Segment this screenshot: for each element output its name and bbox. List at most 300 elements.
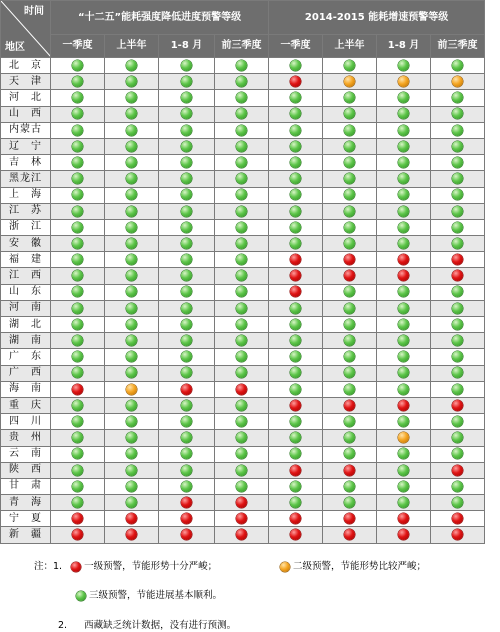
status-cell	[377, 155, 431, 171]
green-status-dot-icon	[452, 238, 463, 249]
green-status-dot-icon	[236, 416, 247, 427]
status-cell	[269, 203, 323, 219]
green-status-dot-icon	[181, 335, 192, 346]
green-status-dot-icon	[181, 481, 192, 492]
orange-status-dot-icon	[398, 432, 409, 443]
status-cell	[159, 333, 215, 349]
green-status-dot-icon	[236, 367, 247, 378]
status-cell	[323, 268, 377, 284]
status-cell	[377, 527, 431, 543]
period-header-7: 1-8 月	[377, 35, 431, 58]
green-status-dot-icon	[398, 303, 409, 314]
status-cell	[105, 511, 159, 527]
region-name: 青 海	[1, 495, 51, 511]
table-row	[1, 333, 485, 349]
status-cell	[377, 90, 431, 106]
green-status-dot-icon	[72, 367, 83, 378]
green-status-dot-icon	[452, 448, 463, 459]
status-cell	[269, 187, 323, 203]
status-cell	[377, 300, 431, 316]
green-status-dot-icon	[181, 448, 192, 459]
status-cell	[431, 478, 485, 494]
period-header-4: 前三季度	[215, 35, 269, 58]
status-cell	[215, 284, 269, 300]
status-cell	[377, 219, 431, 235]
status-cell	[159, 430, 215, 446]
status-cell	[323, 219, 377, 235]
status-cell	[269, 381, 323, 397]
status-cell	[269, 268, 323, 284]
status-cell	[377, 122, 431, 138]
green-status-dot-icon	[398, 335, 409, 346]
green-status-dot-icon	[398, 465, 409, 476]
note-green-line	[76, 587, 222, 601]
status-cell	[105, 236, 159, 252]
green-status-dot-icon	[290, 141, 301, 152]
status-cell	[323, 478, 377, 494]
status-cell	[105, 446, 159, 462]
status-cell	[323, 511, 377, 527]
green-status-dot-icon	[344, 108, 355, 119]
region-name: 湖 北	[1, 317, 51, 333]
green-status-dot-icon	[290, 367, 301, 378]
green-status-dot-icon	[181, 125, 192, 136]
table-row	[1, 236, 485, 252]
status-cell	[159, 106, 215, 122]
green-status-dot-icon	[344, 384, 355, 395]
green-status-dot-icon	[126, 335, 137, 346]
region-name: 河 南	[1, 300, 51, 316]
red-status-dot-icon	[71, 562, 81, 572]
green-status-dot-icon	[398, 497, 409, 508]
green-status-dot-icon	[344, 351, 355, 362]
table-row	[1, 219, 485, 235]
status-cell	[431, 462, 485, 478]
green-status-dot-icon	[126, 206, 137, 217]
green-status-dot-icon	[72, 206, 83, 217]
green-status-dot-icon	[181, 173, 192, 184]
status-cell	[51, 317, 105, 333]
green-status-dot-icon	[236, 238, 247, 249]
status-cell	[377, 446, 431, 462]
status-cell	[51, 122, 105, 138]
green-status-dot-icon	[236, 481, 247, 492]
green-status-dot-icon	[126, 141, 137, 152]
status-cell	[323, 138, 377, 154]
red-status-dot-icon	[290, 76, 301, 87]
green-status-dot-icon	[126, 108, 137, 119]
status-cell	[51, 58, 105, 74]
red-status-dot-icon	[236, 497, 247, 508]
green-status-dot-icon	[236, 400, 247, 411]
region-name: 黑龙江	[1, 171, 51, 187]
red-status-dot-icon	[398, 254, 409, 265]
status-cell	[269, 365, 323, 381]
status-cell	[105, 138, 159, 154]
green-status-dot-icon	[72, 286, 83, 297]
region-name: 甘 肃	[1, 478, 51, 494]
status-cell	[431, 527, 485, 543]
green-status-dot-icon	[126, 125, 137, 136]
green-status-dot-icon	[398, 108, 409, 119]
red-status-dot-icon	[344, 513, 355, 524]
status-cell	[215, 138, 269, 154]
red-status-dot-icon	[344, 254, 355, 265]
table-row	[1, 138, 485, 154]
green-status-dot-icon	[236, 125, 247, 136]
green-status-dot-icon	[290, 432, 301, 443]
green-status-dot-icon	[452, 319, 463, 330]
green-status-dot-icon	[76, 591, 86, 601]
status-cell	[269, 414, 323, 430]
red-status-dot-icon	[344, 465, 355, 476]
green-status-dot-icon	[236, 92, 247, 103]
green-status-dot-icon	[72, 432, 83, 443]
red-status-dot-icon	[236, 529, 247, 540]
green-status-dot-icon	[452, 416, 463, 427]
red-status-dot-icon	[72, 384, 83, 395]
status-cell	[431, 252, 485, 268]
note-2-number: 2.	[58, 620, 68, 631]
green-status-dot-icon	[344, 367, 355, 378]
red-status-dot-icon	[126, 529, 137, 540]
status-cell	[323, 414, 377, 430]
red-status-dot-icon	[452, 400, 463, 411]
status-cell	[51, 138, 105, 154]
green-status-dot-icon	[181, 286, 192, 297]
status-cell	[105, 171, 159, 187]
status-cell	[215, 219, 269, 235]
region-name: 江 西	[1, 268, 51, 284]
status-cell	[377, 203, 431, 219]
green-status-dot-icon	[181, 367, 192, 378]
green-status-dot-icon	[452, 367, 463, 378]
status-cell	[215, 300, 269, 316]
green-status-dot-icon	[181, 400, 192, 411]
region-name: 浙 江	[1, 219, 51, 235]
status-cell	[431, 446, 485, 462]
status-cell	[431, 300, 485, 316]
green-status-dot-icon	[452, 481, 463, 492]
table-row	[1, 365, 485, 381]
table-body	[1, 58, 485, 544]
status-cell	[159, 236, 215, 252]
status-cell	[431, 90, 485, 106]
status-cell	[377, 381, 431, 397]
green-status-dot-icon	[72, 157, 83, 168]
status-cell	[105, 284, 159, 300]
status-cell	[159, 365, 215, 381]
status-cell	[51, 527, 105, 543]
status-cell	[269, 252, 323, 268]
green-status-dot-icon	[181, 319, 192, 330]
green-status-dot-icon	[344, 206, 355, 217]
status-cell	[51, 365, 105, 381]
status-cell	[51, 349, 105, 365]
status-cell	[51, 462, 105, 478]
status-cell	[269, 478, 323, 494]
status-cell	[431, 430, 485, 446]
status-cell	[269, 333, 323, 349]
red-status-dot-icon	[72, 513, 83, 524]
status-cell	[431, 203, 485, 219]
green-status-dot-icon	[72, 481, 83, 492]
status-cell	[51, 397, 105, 413]
status-cell	[323, 74, 377, 90]
green-status-dot-icon	[72, 319, 83, 330]
green-status-dot-icon	[181, 222, 192, 233]
status-cell	[105, 430, 159, 446]
status-cell	[105, 365, 159, 381]
corner-header	[1, 1, 51, 58]
green-status-dot-icon	[290, 222, 301, 233]
period-header-1: 一季度	[51, 35, 105, 58]
green-status-dot-icon	[290, 303, 301, 314]
table-row	[1, 252, 485, 268]
status-cell	[377, 171, 431, 187]
status-cell	[377, 138, 431, 154]
region-name: 山 东	[1, 284, 51, 300]
green-status-dot-icon	[344, 286, 355, 297]
period-header-3: 1-8 月	[159, 35, 215, 58]
green-status-dot-icon	[452, 303, 463, 314]
green-status-dot-icon	[126, 351, 137, 362]
green-status-dot-icon	[398, 222, 409, 233]
green-status-dot-icon	[126, 448, 137, 459]
green-status-dot-icon	[290, 206, 301, 217]
red-status-dot-icon	[72, 529, 83, 540]
green-status-dot-icon	[452, 497, 463, 508]
green-status-dot-icon	[72, 270, 83, 281]
green-status-dot-icon	[181, 76, 192, 87]
period-header-8: 前三季度	[431, 35, 485, 58]
status-cell	[51, 495, 105, 511]
status-cell	[159, 495, 215, 511]
status-cell	[51, 300, 105, 316]
green-status-dot-icon	[398, 286, 409, 297]
red-status-dot-icon	[398, 513, 409, 524]
region-name: 云 南	[1, 446, 51, 462]
status-cell	[215, 155, 269, 171]
status-cell	[159, 381, 215, 397]
red-status-dot-icon	[344, 270, 355, 281]
green-status-dot-icon	[290, 384, 301, 395]
green-status-dot-icon	[72, 60, 83, 71]
green-status-dot-icon	[290, 497, 301, 508]
red-status-dot-icon	[452, 529, 463, 540]
green-status-dot-icon	[236, 448, 247, 459]
green-status-dot-icon	[344, 173, 355, 184]
status-cell	[105, 122, 159, 138]
region-name: 天 津	[1, 74, 51, 90]
status-cell	[215, 511, 269, 527]
status-cell	[215, 462, 269, 478]
red-status-dot-icon	[290, 513, 301, 524]
status-cell	[51, 106, 105, 122]
green-status-dot-icon	[126, 270, 137, 281]
status-cell	[105, 268, 159, 284]
status-cell	[377, 397, 431, 413]
status-cell	[323, 203, 377, 219]
red-status-dot-icon	[290, 529, 301, 540]
region-name: 吉 林	[1, 155, 51, 171]
green-status-dot-icon	[181, 270, 192, 281]
orange-status-dot-icon	[452, 76, 463, 87]
status-cell	[431, 349, 485, 365]
status-cell	[215, 90, 269, 106]
red-status-dot-icon	[181, 384, 192, 395]
region-name: 宁 夏	[1, 511, 51, 527]
status-cell	[323, 381, 377, 397]
status-cell	[323, 252, 377, 268]
green-status-dot-icon	[452, 351, 463, 362]
green-status-dot-icon	[398, 384, 409, 395]
green-status-dot-icon	[290, 416, 301, 427]
status-cell	[377, 187, 431, 203]
status-cell	[159, 268, 215, 284]
green-status-dot-icon	[236, 335, 247, 346]
status-cell	[215, 236, 269, 252]
green-status-dot-icon	[398, 189, 409, 200]
green-status-dot-icon	[126, 400, 137, 411]
status-cell	[51, 90, 105, 106]
red-status-dot-icon	[452, 513, 463, 524]
status-cell	[159, 527, 215, 543]
green-status-dot-icon	[72, 92, 83, 103]
status-cell	[215, 397, 269, 413]
green-status-dot-icon	[236, 157, 247, 168]
status-cell	[215, 430, 269, 446]
red-status-dot-icon	[452, 465, 463, 476]
red-status-dot-icon	[344, 529, 355, 540]
status-cell	[323, 122, 377, 138]
status-cell	[105, 478, 159, 494]
status-cell	[215, 106, 269, 122]
status-cell	[159, 138, 215, 154]
green-status-dot-icon	[290, 335, 301, 346]
status-cell	[215, 495, 269, 511]
region-name: 新 疆	[1, 527, 51, 543]
status-cell	[269, 138, 323, 154]
green-status-dot-icon	[452, 173, 463, 184]
status-cell	[215, 349, 269, 365]
status-cell	[51, 284, 105, 300]
status-cell	[51, 74, 105, 90]
green-status-dot-icon	[181, 206, 192, 217]
region-name: 北 京	[1, 58, 51, 74]
status-cell	[51, 333, 105, 349]
note-2-text: 西藏缺乏统计数据，没有进行预测。	[84, 620, 237, 631]
status-cell	[431, 171, 485, 187]
status-cell	[159, 187, 215, 203]
note-red-text: 一级预警，节能形势十分严峻；	[84, 561, 218, 572]
status-cell	[215, 203, 269, 219]
status-cell	[215, 414, 269, 430]
status-cell	[159, 155, 215, 171]
green-status-dot-icon	[236, 254, 247, 265]
status-cell	[431, 333, 485, 349]
status-cell	[51, 203, 105, 219]
region-name: 上 海	[1, 187, 51, 203]
status-cell	[51, 155, 105, 171]
status-cell	[105, 381, 159, 397]
green-status-dot-icon	[452, 125, 463, 136]
green-status-dot-icon	[236, 303, 247, 314]
status-cell	[431, 219, 485, 235]
status-cell	[323, 333, 377, 349]
green-status-dot-icon	[72, 497, 83, 508]
status-cell	[105, 187, 159, 203]
table-row	[1, 171, 485, 187]
green-status-dot-icon	[452, 92, 463, 103]
status-cell	[159, 74, 215, 90]
orange-status-dot-icon	[126, 384, 137, 395]
red-status-dot-icon	[181, 529, 192, 540]
green-status-dot-icon	[344, 60, 355, 71]
table-row	[1, 478, 485, 494]
status-cell	[215, 74, 269, 90]
red-status-dot-icon	[398, 270, 409, 281]
red-status-dot-icon	[398, 400, 409, 411]
status-cell	[377, 349, 431, 365]
table-row	[1, 187, 485, 203]
status-cell	[431, 106, 485, 122]
status-cell	[215, 381, 269, 397]
red-status-dot-icon	[452, 254, 463, 265]
green-status-dot-icon	[181, 60, 192, 71]
status-cell	[159, 203, 215, 219]
status-cell	[159, 122, 215, 138]
period-header-6: 上半年	[323, 35, 377, 58]
header-row-periods	[1, 35, 485, 58]
green-status-dot-icon	[181, 303, 192, 314]
green-status-dot-icon	[126, 319, 137, 330]
green-status-dot-icon	[290, 92, 301, 103]
green-status-dot-icon	[344, 335, 355, 346]
status-cell	[323, 397, 377, 413]
status-cell	[323, 90, 377, 106]
green-status-dot-icon	[72, 400, 83, 411]
table-row	[1, 381, 485, 397]
green-status-dot-icon	[72, 189, 83, 200]
green-status-dot-icon	[126, 286, 137, 297]
status-cell	[105, 414, 159, 430]
green-status-dot-icon	[72, 416, 83, 427]
green-status-dot-icon	[236, 189, 247, 200]
green-status-dot-icon	[181, 465, 192, 476]
status-cell	[431, 187, 485, 203]
green-status-dot-icon	[344, 125, 355, 136]
green-status-dot-icon	[398, 319, 409, 330]
status-cell	[323, 365, 377, 381]
status-cell	[377, 495, 431, 511]
red-status-dot-icon	[181, 513, 192, 524]
red-status-dot-icon	[236, 513, 247, 524]
status-cell	[323, 462, 377, 478]
green-status-dot-icon	[398, 351, 409, 362]
red-status-dot-icon	[236, 384, 247, 395]
green-status-dot-icon	[181, 238, 192, 249]
green-status-dot-icon	[452, 157, 463, 168]
status-cell	[323, 430, 377, 446]
green-status-dot-icon	[126, 497, 137, 508]
green-status-dot-icon	[181, 157, 192, 168]
table-row	[1, 462, 485, 478]
table-row	[1, 446, 485, 462]
green-status-dot-icon	[344, 303, 355, 314]
status-cell	[215, 527, 269, 543]
red-status-dot-icon	[290, 270, 301, 281]
